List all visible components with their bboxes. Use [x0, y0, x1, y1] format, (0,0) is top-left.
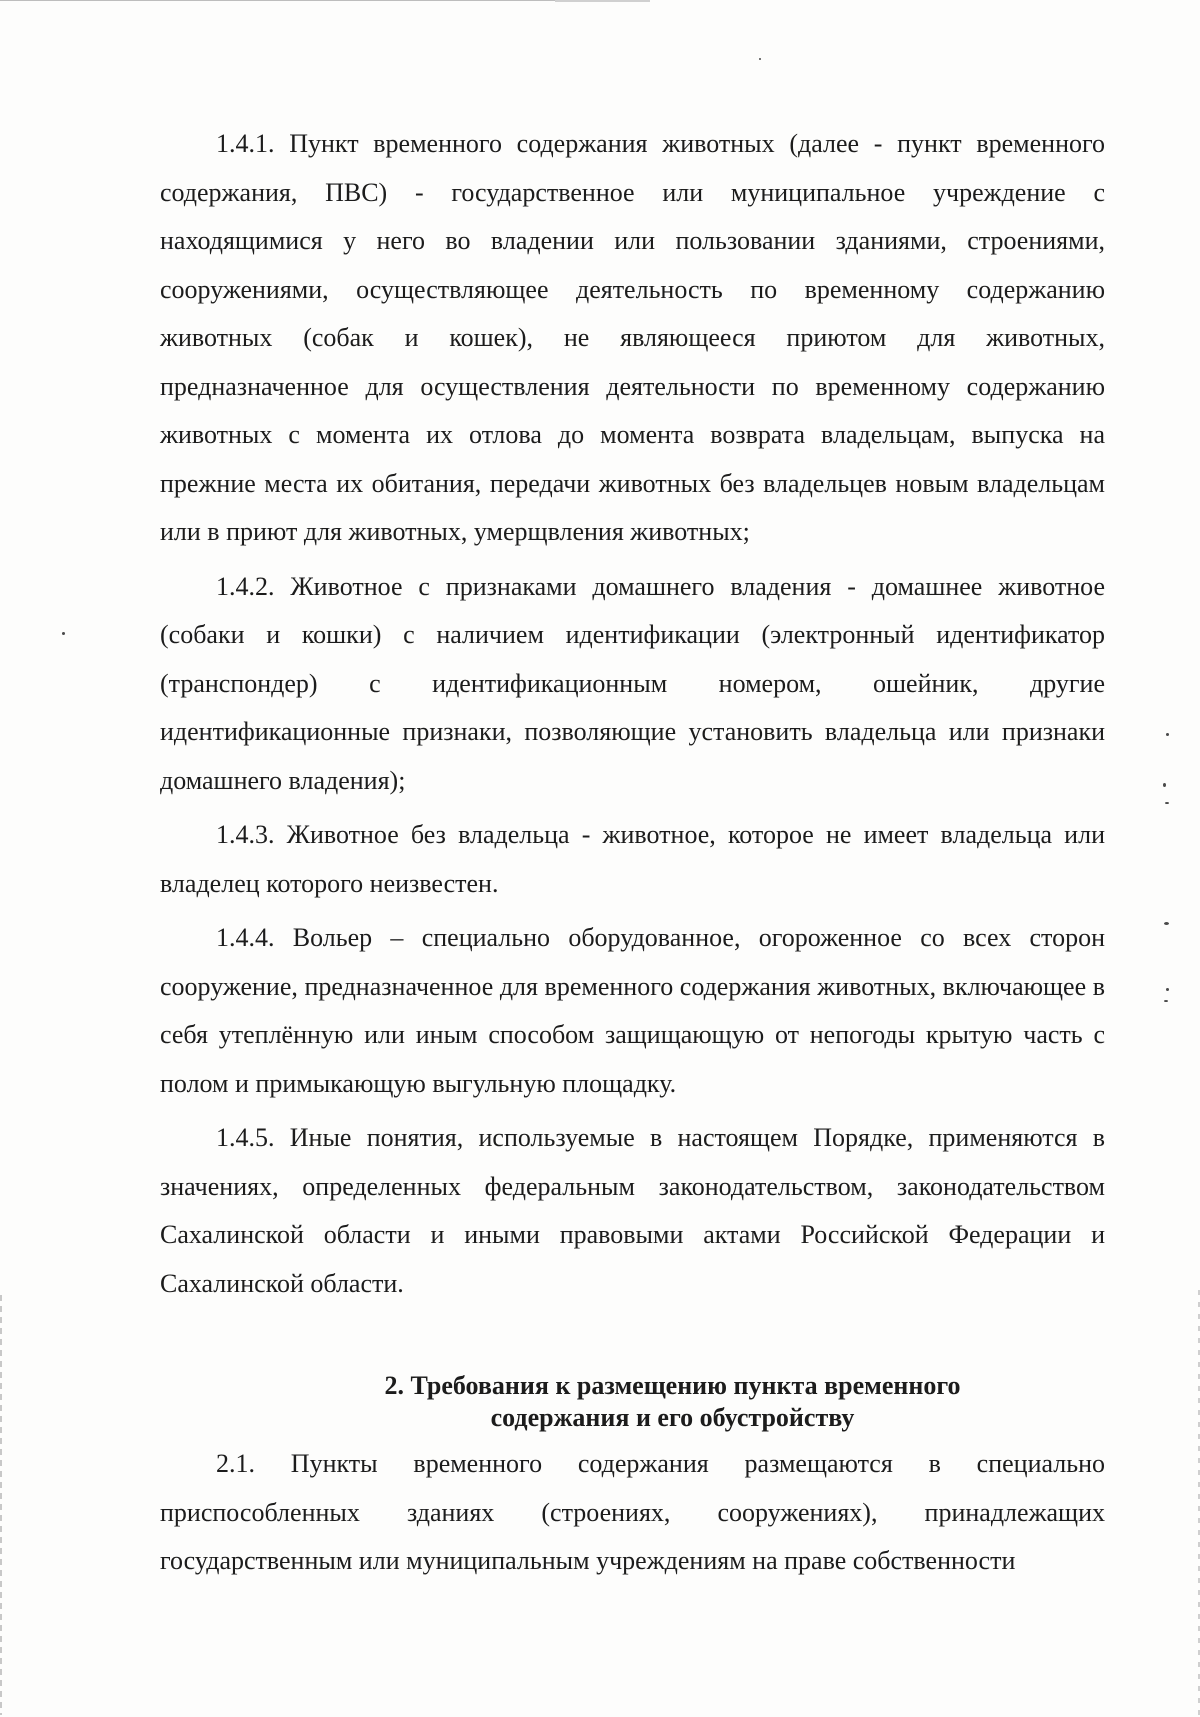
paragraph-2-1: 2.1. Пункты временного содержания размещаются в специально приспособленных зданиях (строениях, сооружениях), принадлежащих государственным или муниципальным учреждениям на праве собственности	[160, 1449, 1105, 1575]
paragraph-1-4-1: 1.4.1. Пункт временного содержания животных (далее - пункт временного содержания, ПВС) - государственное или муниципальное учреждение с находящимися у него во владении или пользовании зданиями, строениями, сооружениями, осуществляющее деятельность по временному содержанию животных (собак и кошек), не являющееся приютом для животных, предназначенное для осуществления деятельности по временному содержанию животных с момента их отлова до момента возврата владельцам, выпуска на прежние места их обитания, передачи животных без владельцев новым владельцам или в приют для животных, умерщвления животных;	[160, 129, 1105, 546]
scan-edge-line	[0, 0, 575, 1]
scan-speck	[759, 58, 761, 60]
scan-speck	[62, 632, 65, 635]
section-heading	[160, 1370, 1105, 1434]
scan-speck	[1165, 802, 1169, 804]
scan-speck	[1164, 922, 1169, 925]
scan-edge-line	[555, 0, 650, 2]
scan-speck	[1163, 783, 1166, 787]
section-heading-line2: содержания и его обустройству	[490, 1403, 855, 1432]
paragraph-1-4-4: 1.4.4. Вольер – специально оборудованное, огороженное со всех сторон сооружение, предназначенное для временного содержания животных, включающее в себя утеплённую или иным способом защищающую от непогоды крытую часть с полом и примыкающую выгульную площадку.	[160, 923, 1105, 1098]
scan-speck	[1166, 733, 1169, 736]
paragraph-1-4-2: 1.4.2. Животное с признаками домашнего владения - домашнее животное (собаки и кошки) с наличием идентификации (электронный идентификатор (транспондер) с идентификационным номером, ошейник, другие идентификационные признаки, позволяющие установить владельца или признаки домашнего владения);	[160, 571, 1105, 795]
document-body	[160, 120, 1105, 1592]
section-heading-line1: 2. Требования к размещению пункта временного	[384, 1371, 961, 1400]
scan-speck	[1166, 988, 1169, 991]
scan-speck	[1164, 1000, 1168, 1002]
paragraph-1-4-5: 1.4.5. Иные понятия, используемые в настоящем Порядке, применяются в значениях, определенных федеральным законодательством, законодательством Сахалинской области и иными правовыми актами Российской Федерации и Сахалинской области.	[160, 1123, 1105, 1298]
scan-edge-line	[0, 1295, 2, 1715]
paragraph-1-4-3: 1.4.3. Животное без владельца - животное, которое не имеет владельца или владелец которого неизвестен.	[160, 820, 1105, 898]
